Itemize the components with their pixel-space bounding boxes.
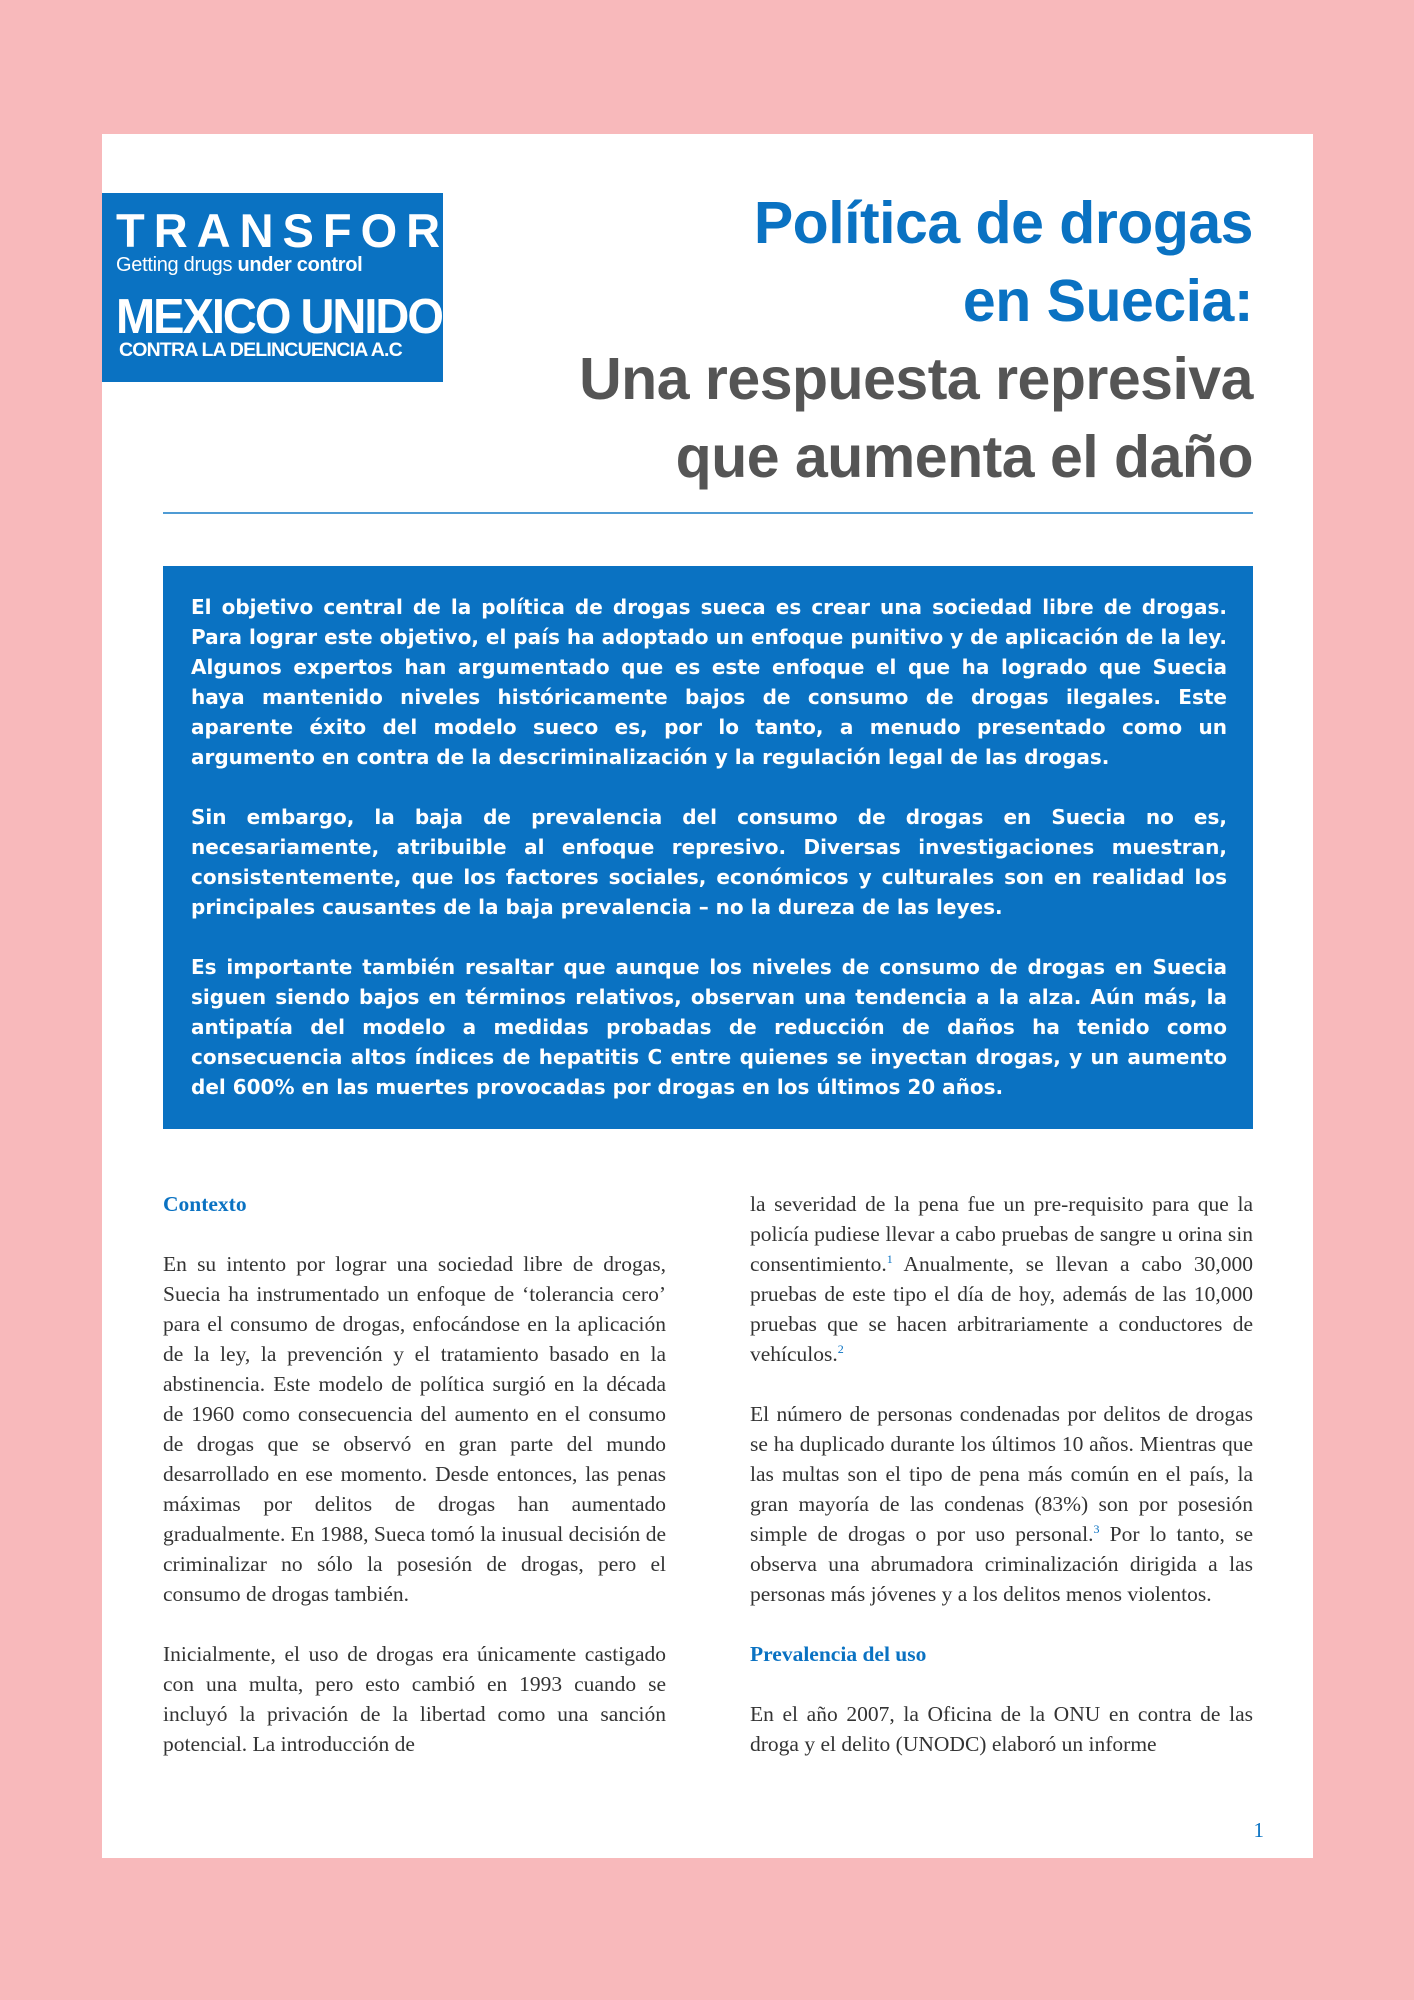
right-column: [750, 1189, 1253, 1789]
footnote-ref-2[interactable]: 2: [837, 1341, 844, 1356]
logo-tagline-bold: under control: [237, 254, 363, 276]
title-line-1: Política de drogas: [753, 190, 1253, 256]
logo-mexico-unido-text: MEXICO UNIDO: [116, 287, 442, 344]
logo-tagline-plain: Getting drugs: [116, 254, 238, 276]
right-paragraph-2-part-a: El número de personas condenadas por delitos de drogas se ha duplicado durante los últimos 10 años. Mientras que las multas son el tipo de pena más común en el país, la gran mayoría de las condenas (83%) son por posesión simple de drogas o por uso personal.: [750, 1402, 1253, 1546]
logo-contra-text: CONTRA LA DELINCUENCIA A.C: [119, 339, 402, 361]
summary-paragraph-2: Sin embargo, la baja de prevalencia del consumo de drogas en Suecia no es, necesariamente, atribuible al enfoque represivo. Diversas investigaciones muestran, consistentemente, que los factores sociales, económicos y culturales son en realidad los principales causantes de la baja prevalencia – no la dureza de las leyes.: [191, 805, 1227, 919]
title-line-3: Una respuesta represiva: [579, 346, 1253, 412]
summary-paragraph-3: Es importante también resaltar que aunque los niveles de consumo de drogas en Suecia siguen siendo bajos en términos relativos, observan una tendencia a la alza. Aún más, la antipatía del modelo a medidas probadas de reducción de daños ha tenido como consecuencia altos índices de hepatitis C entre quienes se inyectan drogas, y un aumento del 600% en las muertes provocadas por drogas en los últimos 20 años.: [191, 955, 1227, 1099]
left-column: [163, 1189, 666, 1789]
footnote-ref-1[interactable]: 1: [886, 1251, 893, 1266]
summary-paragraph-1: El objetivo central de la política de drogas sueca es crear una sociedad libre de drogas. Para lograr este objetivo, el país ha adoptado un enfoque punitivo y de aplicación de la ley. Algunos expertos han argumentado que es este enfoque el que ha logrado que Suecia haya mantenido niveles históricamente bajos de consumo de drogas ilegales. Este aparente éxito del modelo sueco es, por lo tanto, a menudo presentado como un argumento en contra de la descriminalización y la regulación legal de las drogas.: [191, 595, 1227, 769]
title-line-2: en Suecia:: [962, 268, 1253, 334]
section-heading-prevalencia: Prevalencia del uso: [750, 1642, 927, 1666]
left-paragraph-1: En su intento por lograr una sociedad libre de drogas, Suecia ha instrumentado un enfoque de ‘tolerancia cero’ para el consumo de drogas, enfocándose en la aplicación de la ley, la prevención y el tratamiento basado en la abstinencia. Este modelo de política surgió en la década de 1960 como consecuencia del aumento en el consumo de drogas que se observó en gran parte del mundo desarrollado en ese momento. Desde entonces, las penas máximas por delitos de drogas han aumentado gradualmente. En 1988, Sueca tomó la inusual decisión de criminalizar no sólo la posesión de drogas, pero el consumo de drogas también.: [163, 1252, 666, 1606]
title-line-4: que aumenta el daño: [675, 424, 1253, 490]
right-paragraph-2-part-b: Por lo tanto, se observa una abrumadora criminalización dirigida a las personas más jóvenes y a los delitos menos violentos.: [750, 1522, 1253, 1606]
right-paragraph-1-part-a: la severidad de la pena fue un pre-requisito para que la policía pudiese llevar a cabo pruebas de sangre u orina sin consentimiento.: [750, 1192, 1253, 1276]
right-paragraph-1: [750, 1189, 1253, 1369]
summary-box: [163, 566, 1253, 1129]
right-paragraph-3: En el año 2007, la Oficina de la ONU en contra de las droga y el delito (UNODC) elaboró un informe: [750, 1702, 1253, 1756]
footnote-ref-3[interactable]: 3: [1093, 1521, 1100, 1536]
document-page: [102, 134, 1313, 1858]
logo-tagline: [116, 255, 362, 275]
logo-transform-text: TRANSFORM: [116, 204, 498, 257]
page-title: [493, 184, 1253, 496]
page-number: 1: [1253, 1818, 1264, 1842]
transform-mexico-unido-logo: [102, 193, 498, 382]
right-paragraph-1-part-b: Anualmente, se llevan a cabo 30,000 pruebas de este tipo el día de hoy, además de las 10,000 pruebas que se hacen arbitrariamente a conductores de vehículos.: [750, 1252, 1253, 1366]
left-paragraph-2: Inicialmente, el uso de drogas era únicamente castigado con una multa, pero esto cambió en 1993 cuando se incluyó la privación de la libertad como una sanción potencial. La introducción de: [163, 1642, 666, 1756]
right-paragraph-2: [750, 1399, 1253, 1609]
title-divider: [163, 512, 1253, 514]
section-heading-contexto: Contexto: [163, 1192, 247, 1216]
